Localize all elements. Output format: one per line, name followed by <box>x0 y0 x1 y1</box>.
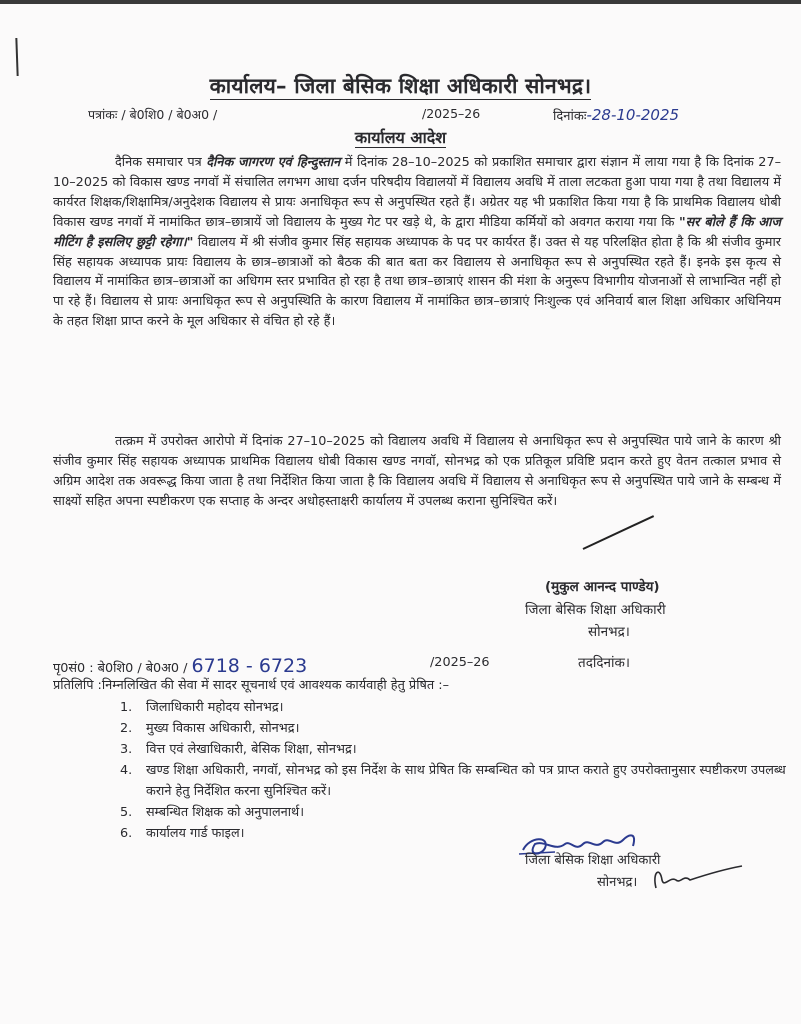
copy-heading: प्रतिलिपि :निम्नलिखित की सेवा में सादर सूचनार्थ एवं आवश्यक कार्यवाही हेतु प्रेषित :– <box>53 678 449 693</box>
scan-edge <box>0 0 801 4</box>
handwritten-dispatch-no: 6718 - 6723 <box>191 655 308 677</box>
handwritten-date: -28-10-2025 <box>586 106 680 124</box>
list-item: 6. कार्यालय गार्ड फाइल। <box>120 826 245 841</box>
signatory-place: सोनभद्र। <box>588 624 630 640</box>
signature-stroke <box>583 515 655 550</box>
copy-signatory-place: सोनभद्र। <box>597 875 638 890</box>
letter-date <box>553 106 679 124</box>
letter-ref-no: पत्रांकः / बे0शि0 / बे0अ0 / <box>88 107 218 122</box>
order-title: कार्यालय आदेश <box>354 128 447 147</box>
date-label: दिनांकः <box>553 109 587 124</box>
list-item: 2. मुख्य विकास अधिकारी, सोनभद्र। <box>120 721 300 736</box>
order-paragraph-2: तत्क्रम में उपरोक्त आरोपो में दिनांक 27–10–2025 को विद्यालय अवधि में विद्यालय से अनाधिकृत रूप से अनुपस्थित पाये जाने के कारण श्री संजीव कुमार सिंह सहायक अध्यापक प्राथमिक विद्यालय धोबी विकास खण्ड नगवॉ, सोनभद्र को एक प्रतिकूल प्रविष्टि प्रदान करते हुए वेतन तत्काल प्रभाव से अग्रिम आदेश तक अवरूद्ध किया जाता है तथा निर्देशित किया जाता है कि विद्यालय अवधि में विद्यालय से अनाधिकृत रूप से अनुपस्थित पाये जाने के सम्बन्ध में साक्ष्यों सहित अपना स्पष्टीकरण एक सप्ताह के अन्दर अधोहस्ताक्षरी कार्यालय में उपलब्ध कराना सुनिश्चित करें। <box>53 434 781 509</box>
list-item: 5. सम्बन्धित शिक्षक को अनुपालनार्थ। <box>120 805 305 820</box>
copy-signatory-designation: जिला बेसिक शिक्षा अधिकारी <box>525 853 661 868</box>
initials-signature <box>650 862 750 892</box>
copy-session: /2025–26 <box>430 655 490 670</box>
copy-ref: पृ0सं0 : बे0शि0 / बे0अ0 / 6718 - 6723 <box>53 655 308 677</box>
copy-date: तददिनांक। <box>578 655 631 671</box>
letter-session: /2025–26 <box>422 106 481 121</box>
list-item: 1. जिलाधिकारी महोदय सोनभद्र। <box>120 700 284 715</box>
office-title: कार्यालय– जिला बेसिक शिक्षा अधिकारी सोनभद्र। <box>209 74 592 98</box>
list-item: 3. वित्त एवं लेखाधिकारी, बेसिक शिक्षा, सोनभद्र। <box>120 742 357 757</box>
list-item: 4. खण्ड शिक्षा अधिकारी, नगवॉ, सोनभद्र को इस निर्देश के साथ प्रेषित कि सम्बन्धित को पत्र प्राप्त कराते हुए उपरोक्तानुसार स्पष्टीकरण उपलब्ध कराने हेतु निर्देशित करना सुनिश्चित करें। <box>120 763 786 799</box>
signatory-name: (मुकुल आनन्द पाण्डेय) <box>545 579 660 595</box>
quoted-statement: "सर बोले हैं कि आज मीटिंग है इसलिए छुट्टी रहेगा।" <box>53 214 781 250</box>
copy-recipient-list <box>120 697 790 844</box>
newspaper-names: दैनिक जागरण एवं हिन्दुस्तान <box>206 155 341 170</box>
signatory-designation: जिला बेसिक शिक्षा अधिकारी <box>525 602 666 618</box>
order-paragraph-1: दैनिक समाचार पत्र दैनिक जागरण एवं हिन्दुस्तान में दिनांक 28–10–2025 को प्रकाशित समाचार द्वारा संज्ञान में लाया गया है कि दिनांक 27–10–2025 को विकास खण्ड नगवॉ में संचालित लगभग आधा दर्जन परिषदीय विद्यालयों में विद्यालय अवधि में ताला लटकता हुआ पाया गया है तथा विद्यालय में कार्यरत शिक्षक/शिक्षामित्र/अनुदेशक विद्यालय से प्रायः अनाधिकृत रूप से अनुपस्थित रहते हैं। अग्रेतर यह भी प्रकाशित किया गया है कि प्राथमिक विद्यालय धोबी विकास खण्ड नगवॉ में नामांकित छात्र–छात्रायें जो विद्यालय के मुख्य गेट पर खड़े थे, के द्वारा मीडिया कर्मियों को अवगत कराया गया कि "सर बोले हैं कि आज मीटिंग है इसलिए छुट्टी रहेगा।" विद्यालय में श्री संजीव कुमार सिंह सहायक अध्यापक के पद पर कार्यरत हैं। उक्त से यह परिलक्षित होता है कि श्री संजीव कुमार सिंह सहायक अध्यापक प्रायः विद्यालय के छात्र–छात्राओं को बैठक की बात बता कर विद्यालय से अनाधिकृत रूप से अनुपस्थित रहते हैं। इनके इस कृत्य से विद्यालय में नामांकित छात्र–छात्राओं का अधिगम स्तर प्रभावित हो रहा है तथा छात्र–छात्राएं शासन की मंशा के अनुरूप विभागीय योजनाओं से लाभान्वित नहीं हो पा रहे हैं। विद्यालय से प्रायः अनाधिकृत रूप से अनुपस्थिति के कारण विद्यालय में नामांकित छात्र–छात्राएं निःशुल्क एवं अनिवार्य बाल शिक्षा अधिकार अधिनियम के तहत शिक्षा प्राप्त करने के मूल अधिकार से वंचित हो रहे हैं। <box>53 155 781 330</box>
pen-mark <box>15 38 18 76</box>
